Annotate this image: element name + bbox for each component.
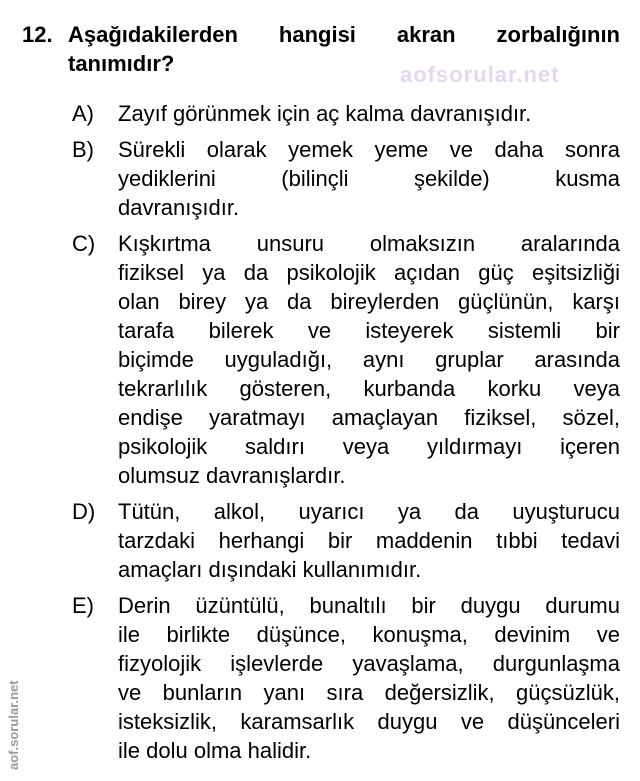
watermark: aofsorular.net (400, 62, 560, 87)
option-text (118, 99, 620, 128)
option-line: isteksizlik, karamsarlık duygu ve düşünceleri (118, 709, 620, 734)
question-line: Aşağıdakilerden hangisi akran zorbalığının (68, 22, 620, 47)
question-number: 12. (22, 22, 53, 47)
option-line: Zayıf görünmek için aç kalma davranışıdır. (118, 101, 532, 126)
side-label: aof.sorular.net (6, 680, 21, 770)
option-text (118, 229, 620, 490)
option-label: B) (72, 137, 94, 162)
option-line: tarafa bilerek ve isteyerek sistemli bir (118, 318, 620, 343)
option-d[interactable] (72, 497, 620, 584)
option-label: D) (72, 499, 96, 524)
options-list (22, 99, 620, 765)
option-label: A) (72, 101, 94, 126)
option-line: olan birey ya da bireylerden güçlünün, karşı (118, 289, 620, 314)
option-label: C) (72, 231, 96, 256)
option-line: endişe yaratmayı amaçlayan fiziksel, sözel, (118, 405, 620, 430)
option-text (118, 497, 620, 584)
option-line: yediklerini (bilinçli şekilde) kusma (118, 166, 620, 191)
option-text (118, 135, 620, 222)
option-line: biçimde uyguladığı, aynı gruplar arasında (118, 347, 620, 372)
option-c[interactable] (72, 229, 620, 490)
option-line: olumsuz davranışlardır. (118, 463, 346, 488)
option-line: Kışkırtma unsuru olmaksızın aralarında (118, 231, 620, 256)
option-line: psikolojik saldırı veya yıldırmayı içeren (118, 434, 620, 459)
option-text (118, 591, 620, 765)
option-line: Sürekli olarak yemek yeme ve daha sonra (118, 137, 620, 162)
option-line: ve bunların yanı sıra değersizlik, güçsüzlük, (118, 680, 620, 705)
option-line: Tütün, alkol, uyarıcı ya da uyuşturucu (118, 499, 620, 524)
option-line: fiziksel ya da psikolojik açıdan güç eşitsizliği (118, 260, 620, 285)
option-e[interactable] (72, 591, 620, 765)
option-a[interactable] (72, 99, 620, 128)
option-line: davranışıdır. (118, 195, 240, 220)
option-line: tarzdaki herhangi bir maddenin tıbbi tedavi (118, 528, 620, 553)
question-line: tanımıdır? (68, 51, 175, 76)
option-line: amaçları dışındaki kullanımıdır. (118, 557, 422, 582)
option-line: Derin üzüntülü, bunaltılı bir duygu durumu (118, 593, 620, 618)
option-b[interactable] (72, 135, 620, 222)
option-label: E) (72, 593, 94, 618)
option-line: tekrarlılık gösteren, kurbanda korku veya (118, 376, 620, 401)
option-line: fizyolojik işlevlerde yavaşlama, durgunlaşma (118, 651, 620, 676)
option-line: ile dolu olma halidir. (118, 738, 312, 763)
option-line: ile birlikte düşünce, konuşma, devinim ve (118, 622, 620, 647)
